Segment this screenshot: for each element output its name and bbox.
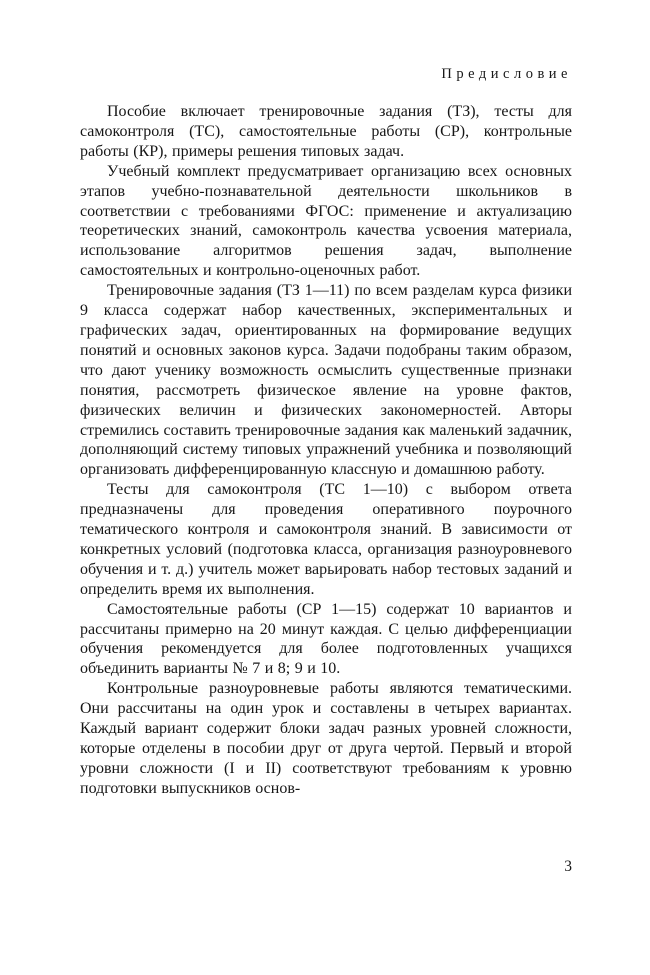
paragraph-3: Тренировочные задания (ТЗ 1—11) по всем разделам курса физики 9 класса содержат набор качественных, экспериментальных и графических задач, ориентированных на формирование ведущих понятий и основных законов курса. Задачи подобраны таким образом, что дают ученику возможность осмыслить существенные признаки понятия, рассмотреть физическое явление на уровне фактов, физических величин и физических закономерностей. Авторы стремились составить тренировочные задания как маленький задачник, дополняющий систему типовых упражнений учебника и позволяющий организовать дифференцированную классную и домашнюю работу.	[80, 282, 572, 479]
paragraph-1: Пособие включает тренировочные задания (ТЗ), тесты для самоконтроля (ТС), самостоятельные работы (СР), контрольные работы (КР), примеры решения типовых задач.	[80, 103, 572, 160]
paragraph-5: Самостоятельные работы (СР 1—15) содержат 10 вариантов и рассчитаны примерно на 20 минут каждая. С целью дифференциации обучения рекомендуется для более подготовленных учащихся объединить варианты № 7 и 8; 9 и 10.	[80, 600, 572, 678]
paragraph-4: Тесты для самоконтроля (ТС 1—10) с выбором ответа предназначены для проведения оперативного поурочного тематического контроля и самоконтроля знаний. В зависимости от конкретных условий (подготовка класса, организация разноуровневого обучения и т. д.) учитель может варьировать набор тестовых заданий и определить время их выполнения.	[80, 481, 572, 598]
paragraph-2: Учебный комплект предусматривает организацию всех основных этапов учебно-познавательной деятельности школьников в соответствии с требованиями ФГОС: применение и актуализацию теоретических знаний, самоконтроль качества усвоения материала, использование алгоритмов решения задач, выполнение самостоятельных и контрольно-оценочных работ.	[80, 162, 572, 280]
page-number: 3	[564, 858, 572, 875]
running-header: Предисловие	[441, 66, 572, 82]
paragraph-6: Контрольные разноуровневые работы являются тематическими. Они рассчитаны на один урок и составлены в четырех вариантах. Каждый вариант содержит блоки задач разных уровней сложности, которые отделены в пособии друг от друга чертой. Первый и второй уровни сложности (I и II) соответствуют требованиям к уровню подготовки выпускников основ-	[80, 680, 572, 797]
body-text	[80, 102, 572, 799]
